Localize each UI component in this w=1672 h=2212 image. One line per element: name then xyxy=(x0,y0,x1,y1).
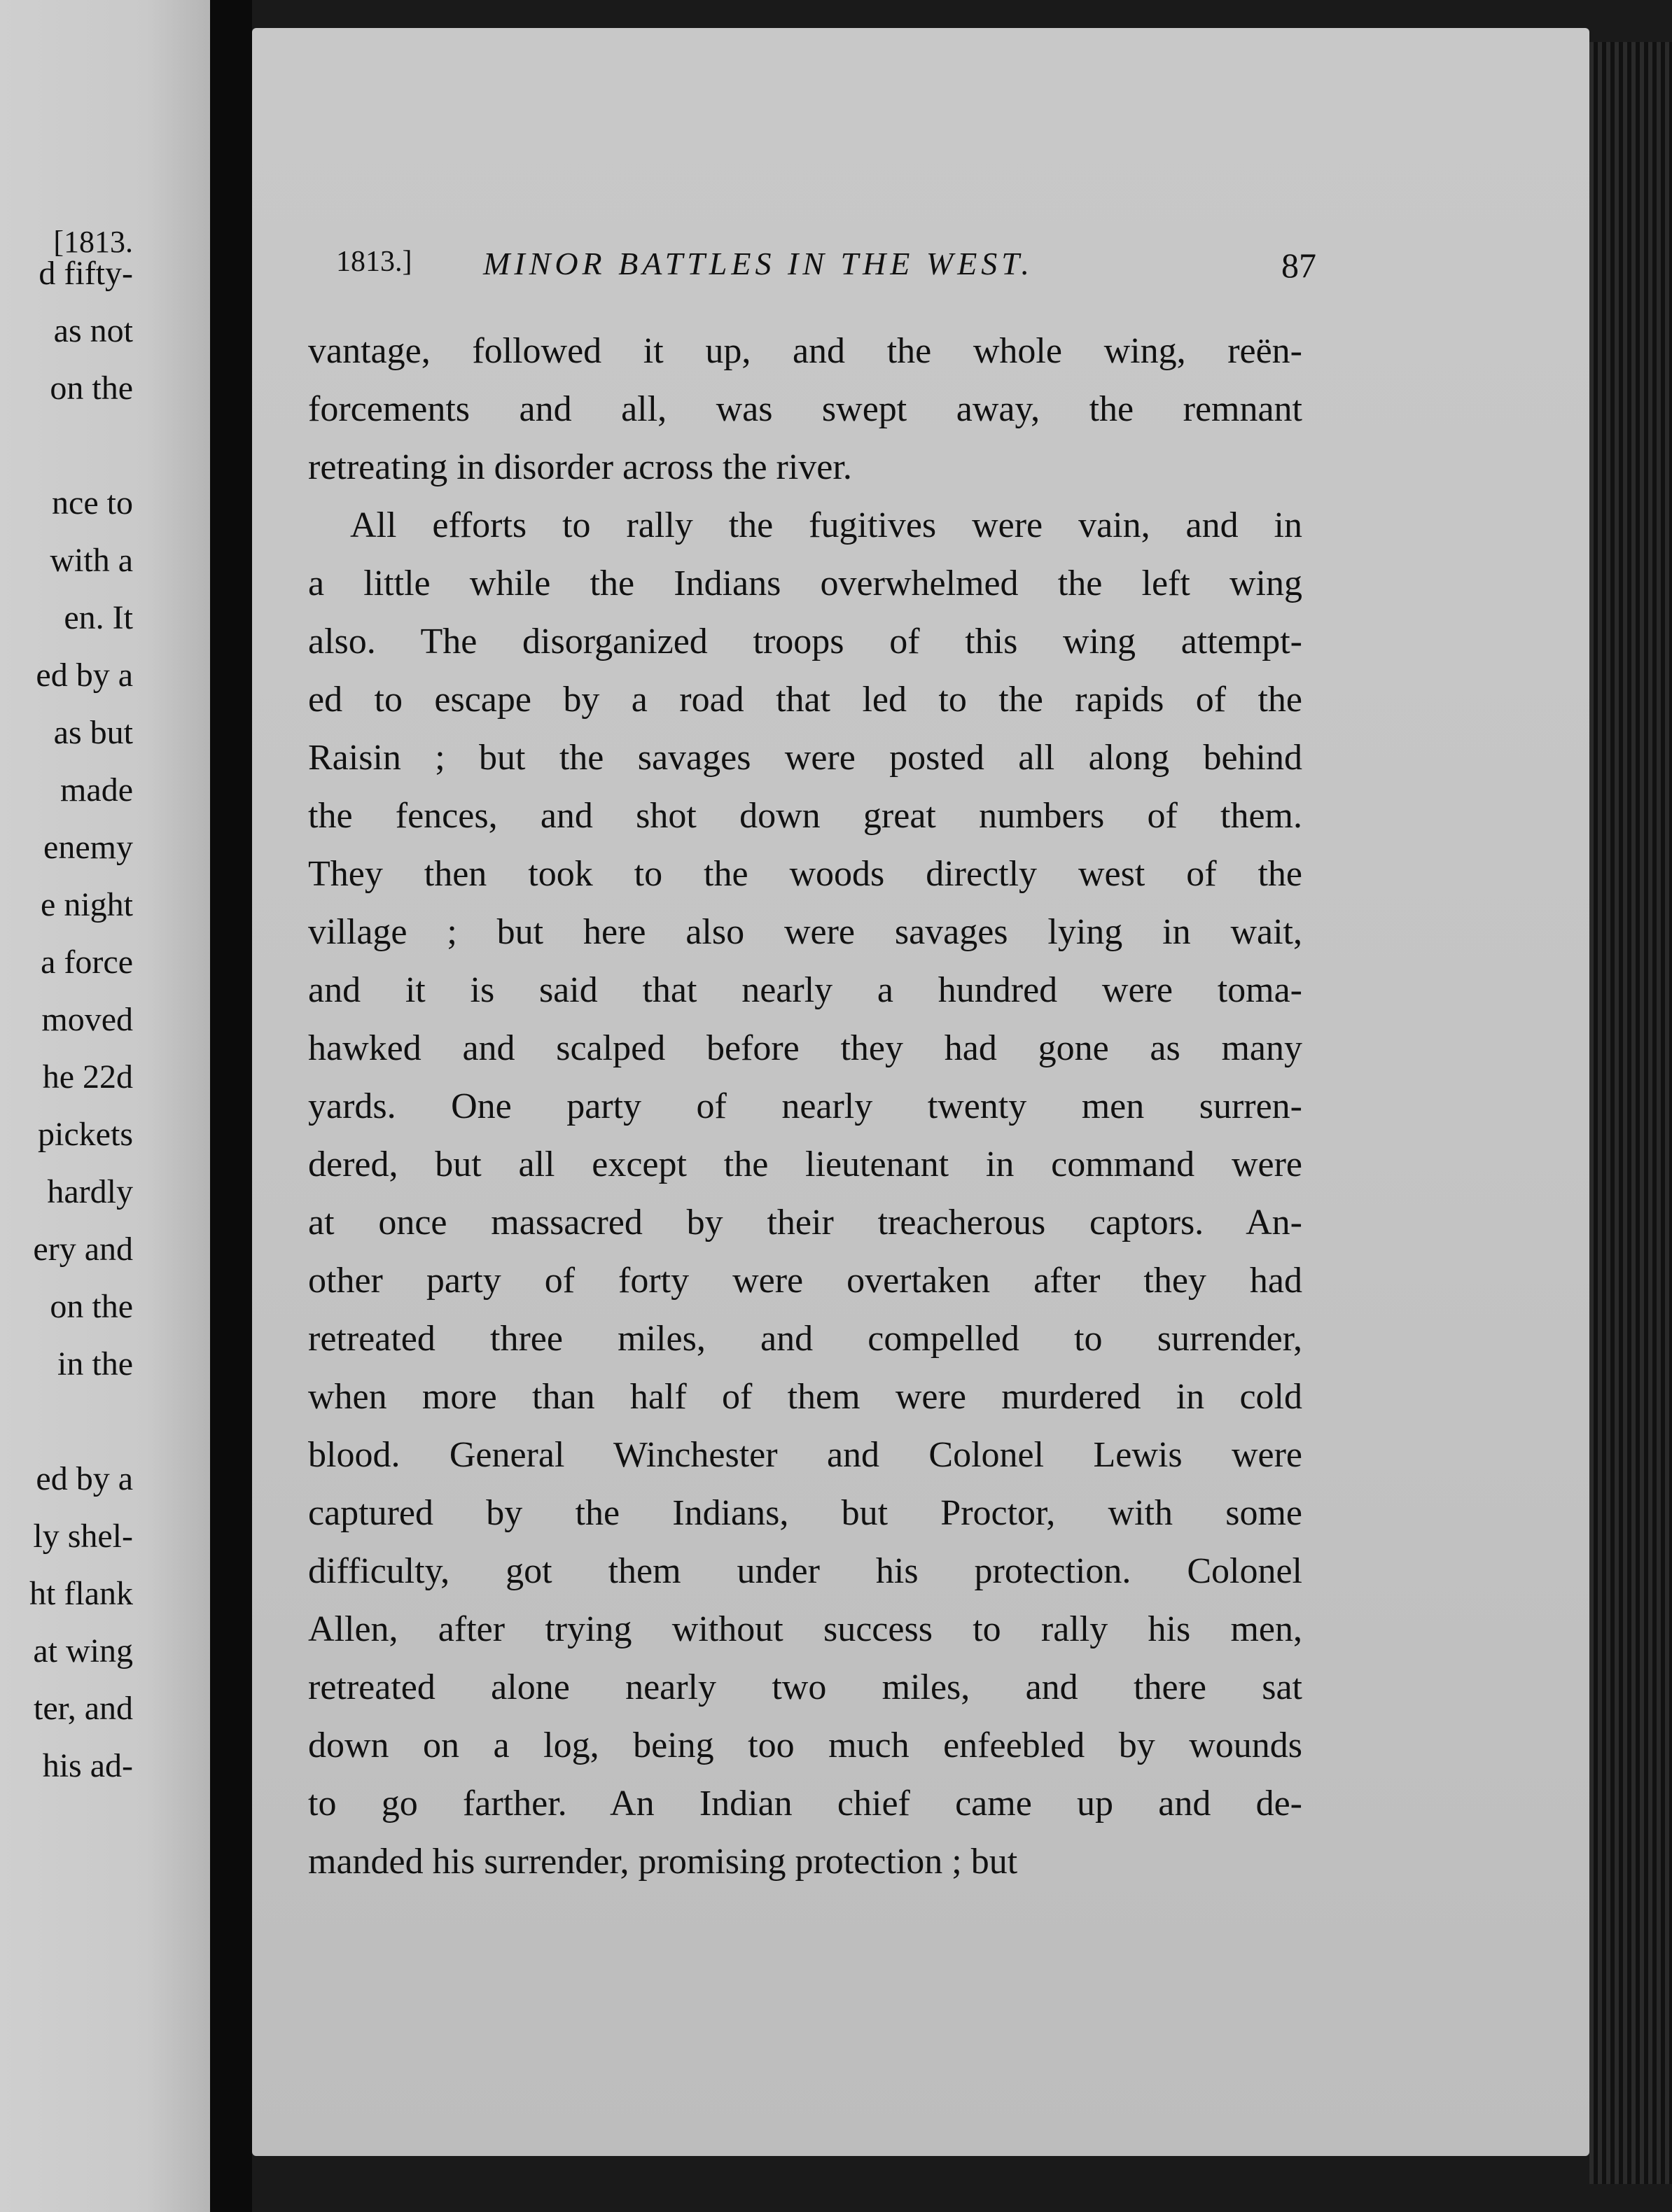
left-page-line xyxy=(0,1393,133,1450)
text-line: difficulty, got them under his protection. Colonel xyxy=(308,1551,1302,1591)
left-page-line: in the xyxy=(57,1345,133,1382)
left-page-line: his ad- xyxy=(42,1747,133,1784)
left-page-line: with a xyxy=(50,542,133,579)
left-page-line: as but xyxy=(53,714,133,751)
left-page-line: pickets xyxy=(38,1116,133,1153)
left-page-line: e night xyxy=(41,886,133,923)
text-line: Raisin ; but the savages were posted all along behind xyxy=(308,738,1302,778)
text-line: forcements and all, was swept away, the remnant xyxy=(308,389,1302,429)
text-line: also. The disorganized troops of this wing attempt- xyxy=(308,622,1302,662)
page-number: 87 xyxy=(1281,246,1316,285)
left-page-line: hardly xyxy=(47,1173,133,1210)
left-page-line: on the xyxy=(50,1288,133,1325)
left-page-line: ery and xyxy=(33,1231,133,1268)
text-line: village ; but here also were savages lying in wait, xyxy=(308,912,1302,952)
left-page-line: ht flank xyxy=(29,1575,133,1612)
left-page-line: ter, and xyxy=(33,1690,133,1727)
text-line: Allen, after trying without success to rally his men, xyxy=(308,1609,1302,1649)
text-line: retreated alone nearly two miles, and there sat xyxy=(308,1667,1302,1707)
running-head-title: MINOR BATTLES IN THE WEST. xyxy=(483,246,1033,281)
left-page-line: d fifty- xyxy=(39,255,133,292)
left-facing-page xyxy=(0,0,210,2212)
text-line: the fences, and shot down great numbers of them. xyxy=(308,796,1302,836)
text-line: ed to escape by a road that led to the rapids of the xyxy=(308,680,1302,720)
text-line: to go farther. An Indian chief came up and de- xyxy=(308,1784,1302,1823)
text-line: at once massacred by their treacherous captors. An- xyxy=(308,1203,1302,1242)
text-line: yards. One party of nearly twenty men surren- xyxy=(308,1086,1302,1126)
text-line: a little while the Indians overwhelmed the left wing xyxy=(308,564,1302,603)
text-line: All efforts to rally the fugitives were vain, and in xyxy=(350,505,1302,545)
left-page-line: as not xyxy=(53,312,133,349)
text-line: retreated three miles, and compelled to surrender, xyxy=(308,1319,1302,1359)
left-page-line: enemy xyxy=(43,829,133,866)
text-line: dered, but all except the lieutenant in command were xyxy=(308,1144,1302,1184)
text-line: hawked and scalped before they had gone as many xyxy=(308,1028,1302,1068)
text-line: down on a log, being too much enfeebled by wounds xyxy=(308,1726,1302,1765)
left-page-header: [1813. xyxy=(53,225,133,259)
body-text xyxy=(308,322,1302,1891)
text-line: blood. General Winchester and Colonel Lewis were xyxy=(308,1435,1302,1475)
text-line: retreating in disorder across the river. xyxy=(308,447,852,487)
left-page-line: ly shel- xyxy=(33,1518,133,1555)
text-line: They then took to the woods directly west of the xyxy=(308,854,1302,894)
left-page-line: en. It xyxy=(64,599,133,636)
text-line: vantage, followed it up, and the whole wing, reën- xyxy=(308,331,1302,371)
left-page-line: he 22d xyxy=(42,1058,133,1096)
left-page-line: at wing xyxy=(33,1632,133,1670)
running-head xyxy=(336,245,1316,287)
book-page-edges xyxy=(1589,42,1672,2184)
left-page-text xyxy=(0,245,133,1795)
left-page-line: ed by a xyxy=(36,1460,133,1497)
text-line: other party of forty were overtaken after they had xyxy=(308,1261,1302,1301)
text-line: manded his surrender, promising protection ; but xyxy=(308,1842,1018,1882)
left-page-line: ed by a xyxy=(36,657,133,694)
text-line: when more than half of them were murdered in cold xyxy=(308,1377,1302,1417)
left-page-line xyxy=(0,417,133,475)
text-line: captured by the Indians, but Proctor, with some xyxy=(308,1493,1302,1533)
book-gutter xyxy=(210,0,252,2212)
left-page-line: nce to xyxy=(52,484,133,522)
text-line: and it is said that nearly a hundred were toma- xyxy=(308,970,1302,1010)
left-page-line: on the xyxy=(50,370,133,407)
left-page-line: a force xyxy=(41,944,133,981)
left-page-line: moved xyxy=(41,1001,133,1038)
running-head-year: 1813.] xyxy=(336,246,412,278)
left-page-line: made xyxy=(60,771,133,808)
